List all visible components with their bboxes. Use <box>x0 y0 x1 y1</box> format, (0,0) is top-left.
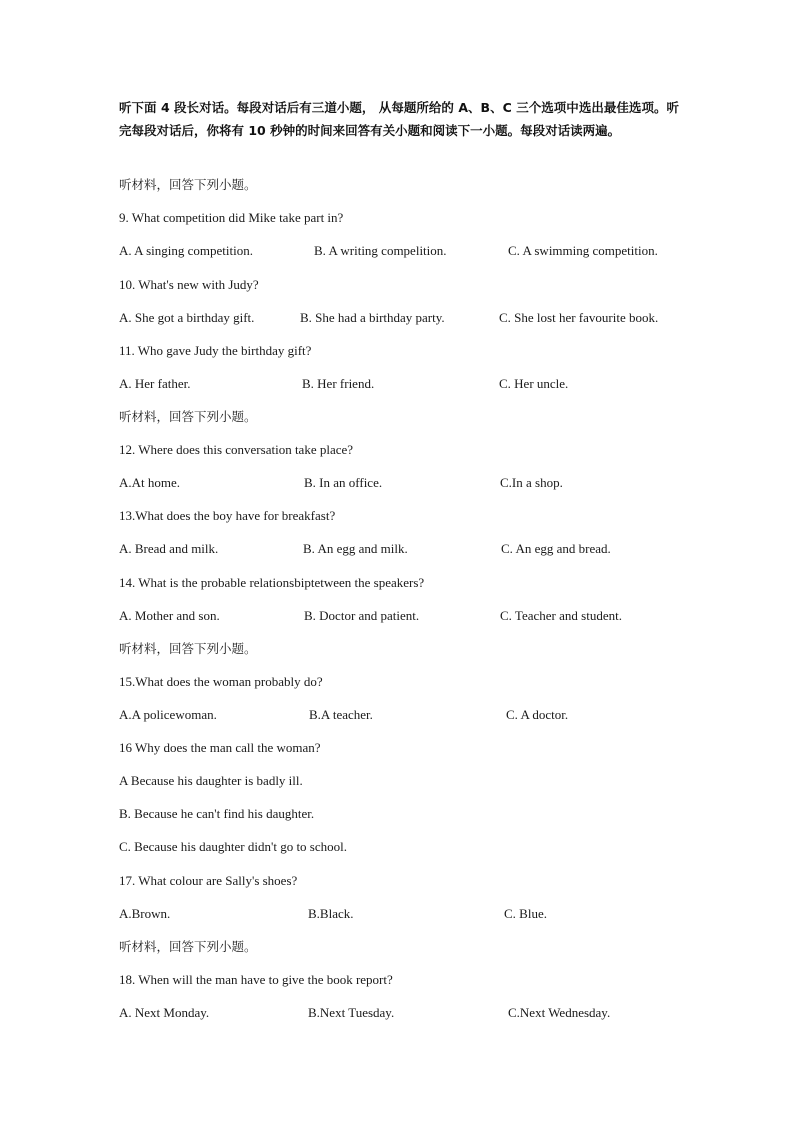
section-instructions: 听下面 4 段长对话。每段对话后有三道小题， 从每题所给的 A、B、C 三个选项中选出最佳选项。听完每段对话后，你将有 10 秒钟的时间来回答有关小题和阅读下一小题。每段对话读两遍。 <box>119 100 679 138</box>
option-b: B. Because he can't find his daughter. <box>119 806 315 821</box>
option-a: A. Mother and son. <box>119 608 220 623</box>
option-a: A. Her father. <box>119 376 191 391</box>
question-11: 11. Who gave Judy the birthday gift? <box>119 343 312 358</box>
question-13: 13.What does the boy have for breakfast? <box>119 508 336 523</box>
option-c: C.In a shop. <box>500 475 563 490</box>
option-c: C. She lost her favourite book. <box>499 310 659 325</box>
option-a: A. A singing competition. <box>119 243 253 258</box>
question-16: 16 Why does the man call the woman? <box>119 740 321 755</box>
option-b: B. A writing compelition. <box>314 243 447 258</box>
option-b: B. She had a birthday party. <box>300 310 445 325</box>
option-a: A.At home. <box>119 475 181 490</box>
option-b: B. An egg and milk. <box>303 541 408 556</box>
option-c: C. A doctor. <box>506 707 569 722</box>
option-a: A.Brown. <box>119 906 171 921</box>
option-b: B. Doctor and patient. <box>304 608 420 623</box>
question-12: 12. Where does this conversation take place? <box>119 442 354 457</box>
section-label: 听材料，回答下列小题。 <box>119 177 257 192</box>
option-c: C. Because his daughter didn't go to school. <box>119 839 348 854</box>
question-14: 14. What is the probable relationsbiptetween the speakers? <box>119 575 425 590</box>
option-a: A. Next Monday. <box>119 1005 210 1020</box>
option-c: C. Teacher and student. <box>500 608 622 623</box>
question-18: 18. When will the man have to give the book report? <box>119 972 393 987</box>
option-b: B.A teacher. <box>309 707 373 722</box>
question-9: 9. What competition did Mike take part in? <box>119 210 344 225</box>
option-c: C. Her uncle. <box>499 376 569 391</box>
option-b: B.Next Tuesday. <box>308 1005 395 1020</box>
option-b: B. Her friend. <box>302 376 375 391</box>
section-label: 听材料，回答下列小题。 <box>119 939 257 954</box>
question-17: 17. What colour are Sally's shoes? <box>119 873 298 888</box>
option-b: B.Black. <box>308 906 354 921</box>
option-a: A. Bread and milk. <box>119 541 219 556</box>
section-label: 听材料，回答下列小题。 <box>119 641 257 656</box>
option-c: C. An egg and bread. <box>501 541 611 556</box>
question-10: 10. What's new with Judy? <box>119 277 259 292</box>
option-b: B. In an office. <box>304 475 383 490</box>
option-c: C. Blue. <box>504 906 547 921</box>
option-a: A.A policewoman. <box>119 707 217 722</box>
option-a: A. She got a birthday gift. <box>119 310 255 325</box>
section-label: 听材料，回答下列小题。 <box>119 409 257 424</box>
option-a: A Because his daughter is badly ill. <box>119 773 303 788</box>
option-c: C. A swimming competition. <box>508 243 658 258</box>
option-c: C.Next Wednesday. <box>508 1005 611 1020</box>
question-15: 15.What does the woman probably do? <box>119 674 323 689</box>
